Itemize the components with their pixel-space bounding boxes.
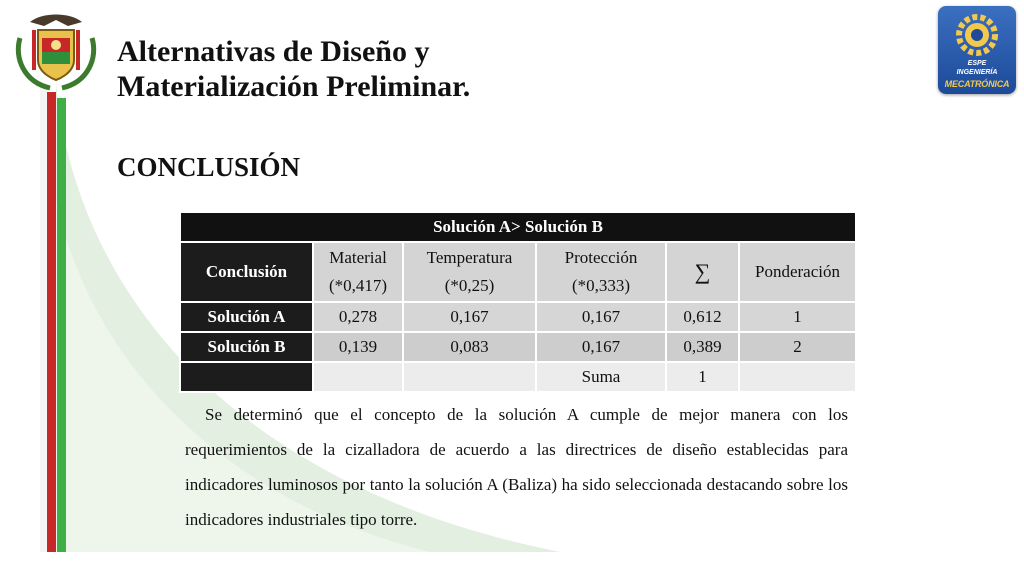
column-header-label: Material <box>329 248 387 267</box>
column-header-factor: (*0,417) <box>328 276 388 295</box>
cell-ponderacion: 2 <box>739 332 856 362</box>
red-stripe <box>47 92 56 552</box>
logo-text-ingenieria: INGENIERÍA <box>956 69 998 76</box>
footer-sum-label: Suma <box>536 362 666 392</box>
row-label: Solución A <box>180 302 313 332</box>
footer-empty-cell <box>403 362 536 392</box>
column-header-conclusion: Conclusión <box>180 242 313 302</box>
column-header-proteccion <box>536 242 666 302</box>
column-header-sum: ∑ <box>666 242 739 302</box>
green-stripe <box>57 98 66 552</box>
table-footer-row <box>180 362 856 392</box>
table-title: Solución A> Solución B <box>180 212 856 242</box>
logo-text-espe: ESPE <box>967 60 987 67</box>
column-header-label: Temperatura <box>426 248 513 267</box>
cell-suma: 0,389 <box>666 332 739 362</box>
column-header-ponderacion: Ponderación <box>739 242 856 302</box>
conclusion-paragraph: Se determinó que el concepto de la solución A cumple de mejor manera con los requerimientos de la cizalladora de acuerdo a las directrices de diseño establecidas para indicadores luminosos por tanto la solución A (Baliza) ha sido seleccionada destacando sobre los indicadores industriales tipo torre. <box>185 405 848 529</box>
table-title-row <box>180 212 856 242</box>
cell-suma: 0,612 <box>666 302 739 332</box>
gear-icon <box>952 10 1002 60</box>
table-row <box>180 302 856 332</box>
cell-temperatura: 0,083 <box>403 332 536 362</box>
footer-empty-cell <box>739 362 856 392</box>
column-header-factor: (*0,25) <box>444 276 495 295</box>
coat-of-arms-icon <box>10 8 102 92</box>
footer-sum-value: 1 <box>666 362 739 392</box>
espe-mecatronica-logo <box>938 6 1016 94</box>
cell-material: 0,139 <box>313 332 403 362</box>
cell-material: 0,278 <box>313 302 403 332</box>
slide-title-line-2: Materialización Preliminar. <box>117 70 471 103</box>
slide-title <box>117 34 470 104</box>
row-label: Solución B <box>180 332 313 362</box>
cell-proteccion: 0,167 <box>536 332 666 362</box>
table-header-row <box>180 242 856 302</box>
section-heading: CONCLUSIÓN <box>117 152 301 182</box>
coat-of-arms-logo <box>10 8 102 92</box>
slide-title-line-1: Alternativas de Diseño y <box>117 35 430 68</box>
cell-proteccion: 0,167 <box>536 302 666 332</box>
cell-ponderacion: 1 <box>739 302 856 332</box>
column-header-material <box>313 242 403 302</box>
footer-empty-label <box>180 362 313 392</box>
column-header-factor: (*0,333) <box>571 276 631 295</box>
cell-temperatura: 0,167 <box>403 302 536 332</box>
column-header-label: Protección <box>564 248 638 267</box>
comparison-table <box>179 211 857 393</box>
footer-empty-cell <box>313 362 403 392</box>
column-header-temperatura <box>403 242 536 302</box>
white-stripe <box>40 88 47 552</box>
table-row <box>180 332 856 362</box>
logo-text-mecatronica: MECATRÓNICA <box>944 79 1010 89</box>
